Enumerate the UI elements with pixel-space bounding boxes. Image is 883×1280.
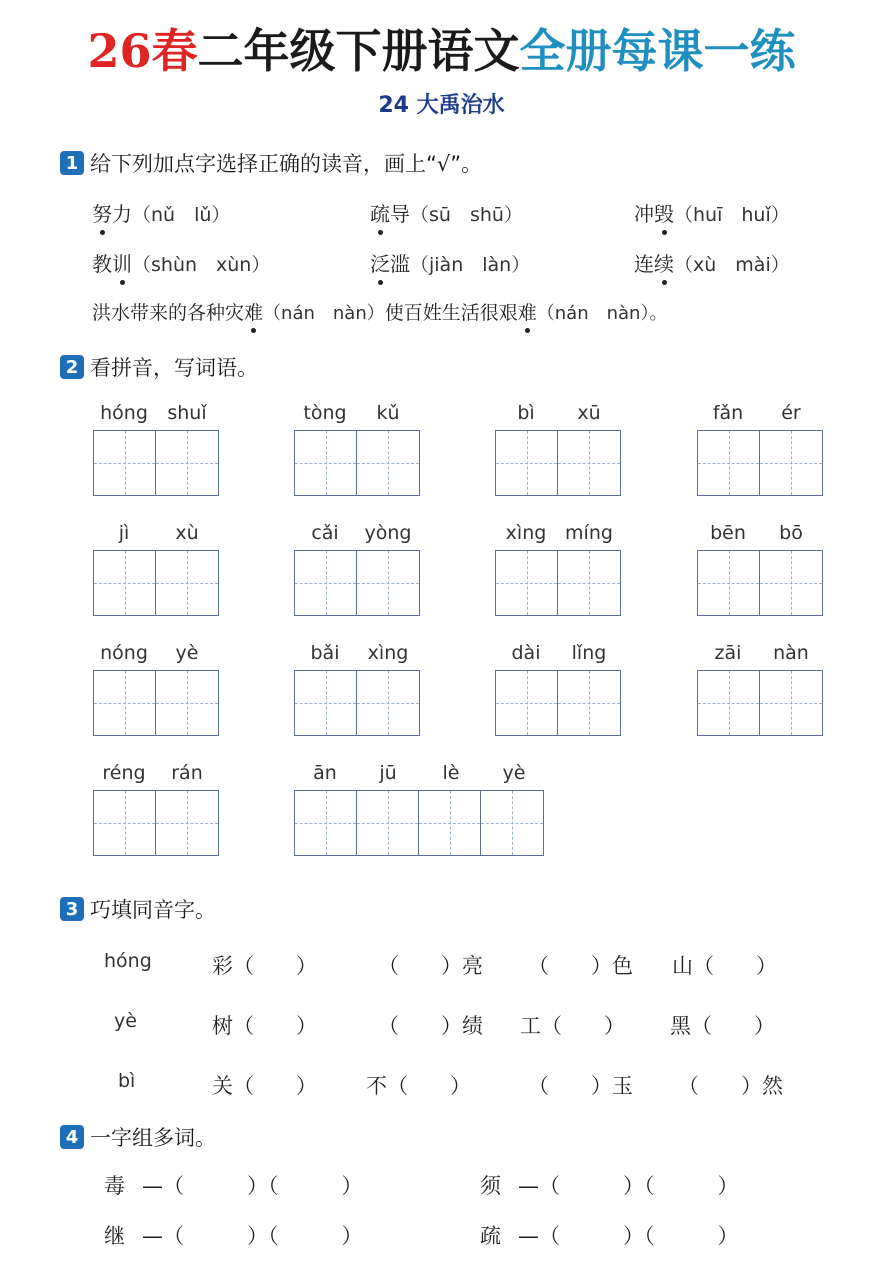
- homophone-blank[interactable]: （ ）绩: [378, 1014, 483, 1038]
- homophone-pinyin: bì: [118, 1070, 136, 1092]
- writing-cell[interactable]: [94, 671, 156, 735]
- section-number-badge: 3: [60, 897, 84, 921]
- pinyin-label: bēn: [710, 522, 746, 544]
- section-4-title: 一字组多词。: [90, 1126, 216, 1150]
- pinyin-label: jì: [118, 522, 130, 544]
- word-group-char: 疏: [480, 1224, 501, 1248]
- sentence-part: 使百姓生活很艰: [384, 302, 518, 324]
- section-2-header: [60, 352, 258, 382]
- pinyin-label: xū: [577, 402, 601, 424]
- homophone-blank[interactable]: 关（ ）: [212, 1074, 317, 1098]
- homophone-blank[interactable]: 工（ ）: [520, 1014, 625, 1038]
- pinyin-label: kǔ: [376, 402, 400, 424]
- title-semester: 26春: [87, 24, 198, 78]
- sentence-part: 洪水带来的各种灾: [92, 302, 245, 324]
- section-4-header: [60, 1122, 216, 1152]
- writing-cell[interactable]: [760, 431, 822, 495]
- pinyin-choice-row: [92, 198, 832, 228]
- writing-cell[interactable]: [156, 431, 218, 495]
- pinyin-label: ān: [313, 762, 337, 784]
- pinyin-label: shuǐ: [167, 402, 207, 424]
- writing-cell[interactable]: [295, 671, 357, 735]
- homophone-row: [100, 950, 800, 984]
- word-group-char: 毒: [104, 1174, 125, 1198]
- pinyin-choice-item[interactable]: 教训（shùn xùn）: [92, 248, 270, 277]
- tianzige-box[interactable]: [93, 670, 219, 736]
- tianzige-box[interactable]: [93, 550, 219, 616]
- writing-cell[interactable]: [419, 791, 481, 855]
- writing-cell[interactable]: [558, 551, 620, 615]
- word-group-char: 须: [480, 1174, 501, 1198]
- writing-cell[interactable]: [760, 551, 822, 615]
- writing-cell[interactable]: [698, 671, 760, 735]
- tianzige-box[interactable]: [697, 430, 823, 496]
- section-1-header: [60, 148, 482, 178]
- pinyin-label: xù: [175, 522, 199, 544]
- writing-cell[interactable]: [357, 671, 419, 735]
- pinyin-label: xìng: [367, 642, 409, 664]
- pinyin-choice-item[interactable]: 努力（nǔ lǔ）: [92, 198, 230, 227]
- tianzige-box[interactable]: [93, 430, 219, 496]
- pinyin-label: míng: [565, 522, 613, 544]
- writing-cell[interactable]: [295, 791, 357, 855]
- writing-cell[interactable]: [94, 431, 156, 495]
- pinyin-label: dài: [511, 642, 541, 664]
- writing-cell[interactable]: [698, 551, 760, 615]
- lesson-title: 24 大禹治水: [378, 93, 505, 118]
- homophone-blank[interactable]: 不（ ）: [366, 1074, 471, 1098]
- word-group-row: [104, 1170, 804, 1204]
- writing-cell[interactable]: [94, 551, 156, 615]
- writing-cell[interactable]: [496, 431, 558, 495]
- pinyin-label: réng: [102, 762, 146, 784]
- section-2-title: 看拼音，写词语。: [90, 356, 258, 380]
- pinyin-label: cǎi: [311, 522, 339, 544]
- section-1-title: 给下列加点字选择正确的读音，画上“√”。: [90, 152, 483, 176]
- writing-cell[interactable]: [357, 791, 419, 855]
- pinyin-label: yòng: [364, 522, 412, 544]
- pinyin-choice-item[interactable]: 泛滥（jiàn làn）: [370, 248, 530, 277]
- tianzige-box[interactable]: [495, 670, 621, 736]
- section-3-header: [60, 894, 216, 924]
- writing-cell[interactable]: [698, 431, 760, 495]
- tianzige-box[interactable]: [93, 790, 219, 856]
- section-3-title: 巧填同音字。: [90, 898, 216, 922]
- writing-cell[interactable]: [357, 431, 419, 495]
- pinyin-label: lè: [442, 762, 460, 784]
- homophone-blank[interactable]: （ ）色: [528, 954, 633, 978]
- tianzige-box[interactable]: [294, 670, 420, 736]
- pinyin-label: hóng: [100, 402, 148, 424]
- homophone-blank[interactable]: （ ）玉: [528, 1074, 633, 1098]
- homophone-row: [100, 1010, 800, 1044]
- homophone-blank[interactable]: 树（ ）: [212, 1014, 317, 1038]
- title-series: 全册每课一练: [519, 24, 796, 78]
- section-number-badge: 2: [60, 355, 84, 379]
- word-group-blanks[interactable]: —（ ）（ ）: [142, 1174, 363, 1198]
- homophone-blank[interactable]: 黑（ ）: [670, 1014, 775, 1038]
- pinyin-choice-item[interactable]: 疏导（sū shū）: [370, 198, 523, 227]
- pinyin-label: rán: [171, 762, 203, 784]
- pinyin-choice-item[interactable]: 连续（xù mài）: [634, 248, 790, 277]
- word-group-blanks[interactable]: —（ ）（ ）: [518, 1224, 739, 1248]
- pinyin-label: jū: [379, 762, 397, 784]
- homophone-blank[interactable]: 山（ ）: [672, 954, 777, 978]
- pinyin-label: fǎn: [712, 402, 744, 424]
- tianzige-box[interactable]: [495, 430, 621, 496]
- pinyin-label: yè: [175, 642, 199, 664]
- pinyin-label: bǎi: [310, 642, 340, 664]
- pinyin-options[interactable]: （nán nàn）。: [536, 303, 668, 324]
- dotted-char: 难: [244, 298, 263, 325]
- section-number-badge: 1: [60, 151, 84, 175]
- homophone-pinyin: hóng: [104, 950, 152, 972]
- worksheet-title: [0, 20, 883, 90]
- pinyin-label: nàn: [773, 642, 809, 664]
- pinyin-label: lǐng: [571, 642, 607, 664]
- pinyin-label: bō: [779, 522, 803, 544]
- title-grade-subject: 二年级下册语文: [197, 24, 520, 78]
- writing-cell[interactable]: [156, 551, 218, 615]
- pinyin-label: xìng: [505, 522, 547, 544]
- section-number-badge: 4: [60, 1125, 84, 1149]
- tianzige-box[interactable]: [495, 550, 621, 616]
- word-group-blanks[interactable]: —（ ）（ ）: [142, 1224, 363, 1248]
- tianzige-box[interactable]: [294, 790, 544, 856]
- pinyin-label: nóng: [100, 642, 148, 664]
- writing-cell[interactable]: [481, 791, 543, 855]
- word-group-row: [104, 1220, 804, 1254]
- pinyin-label: zāi: [714, 642, 742, 664]
- word-group-char: 继: [104, 1224, 125, 1248]
- homophone-pinyin: yè: [114, 1010, 137, 1032]
- pinyin-choice-item[interactable]: 冲毁（huī huǐ）: [634, 198, 790, 227]
- writing-cell[interactable]: [496, 671, 558, 735]
- tianzige-box[interactable]: [697, 550, 823, 616]
- pinyin-label: bì: [517, 402, 535, 424]
- pinyin-options[interactable]: （nán nàn）: [263, 303, 385, 324]
- writing-cell[interactable]: [760, 671, 822, 735]
- writing-cell[interactable]: [558, 431, 620, 495]
- dotted-char: 难: [518, 298, 537, 325]
- writing-cell[interactable]: [558, 671, 620, 735]
- writing-cell[interactable]: [295, 431, 357, 495]
- pinyin-choice-sentence[interactable]: [92, 298, 832, 328]
- pinyin-choice-row: [92, 248, 832, 278]
- writing-cell[interactable]: [94, 791, 156, 855]
- homophone-blank[interactable]: 彩（ ）: [212, 954, 317, 978]
- pinyin-label: yè: [502, 762, 526, 784]
- writing-cell[interactable]: [295, 551, 357, 615]
- tianzige-box[interactable]: [294, 550, 420, 616]
- writing-cell[interactable]: [156, 791, 218, 855]
- homophone-row: [100, 1070, 800, 1104]
- word-group-blanks[interactable]: —（ ）（ ）: [518, 1174, 739, 1198]
- homophone-blank[interactable]: （ ）亮: [378, 954, 483, 978]
- homophone-blank[interactable]: （ ）然: [678, 1074, 783, 1098]
- writing-cell[interactable]: [156, 671, 218, 735]
- writing-cell[interactable]: [357, 551, 419, 615]
- pinyin-label: ér: [781, 402, 801, 424]
- pinyin-label: tòng: [303, 402, 347, 424]
- tianzige-box[interactable]: [294, 430, 420, 496]
- writing-cell[interactable]: [496, 551, 558, 615]
- tianzige-box[interactable]: [697, 670, 823, 736]
